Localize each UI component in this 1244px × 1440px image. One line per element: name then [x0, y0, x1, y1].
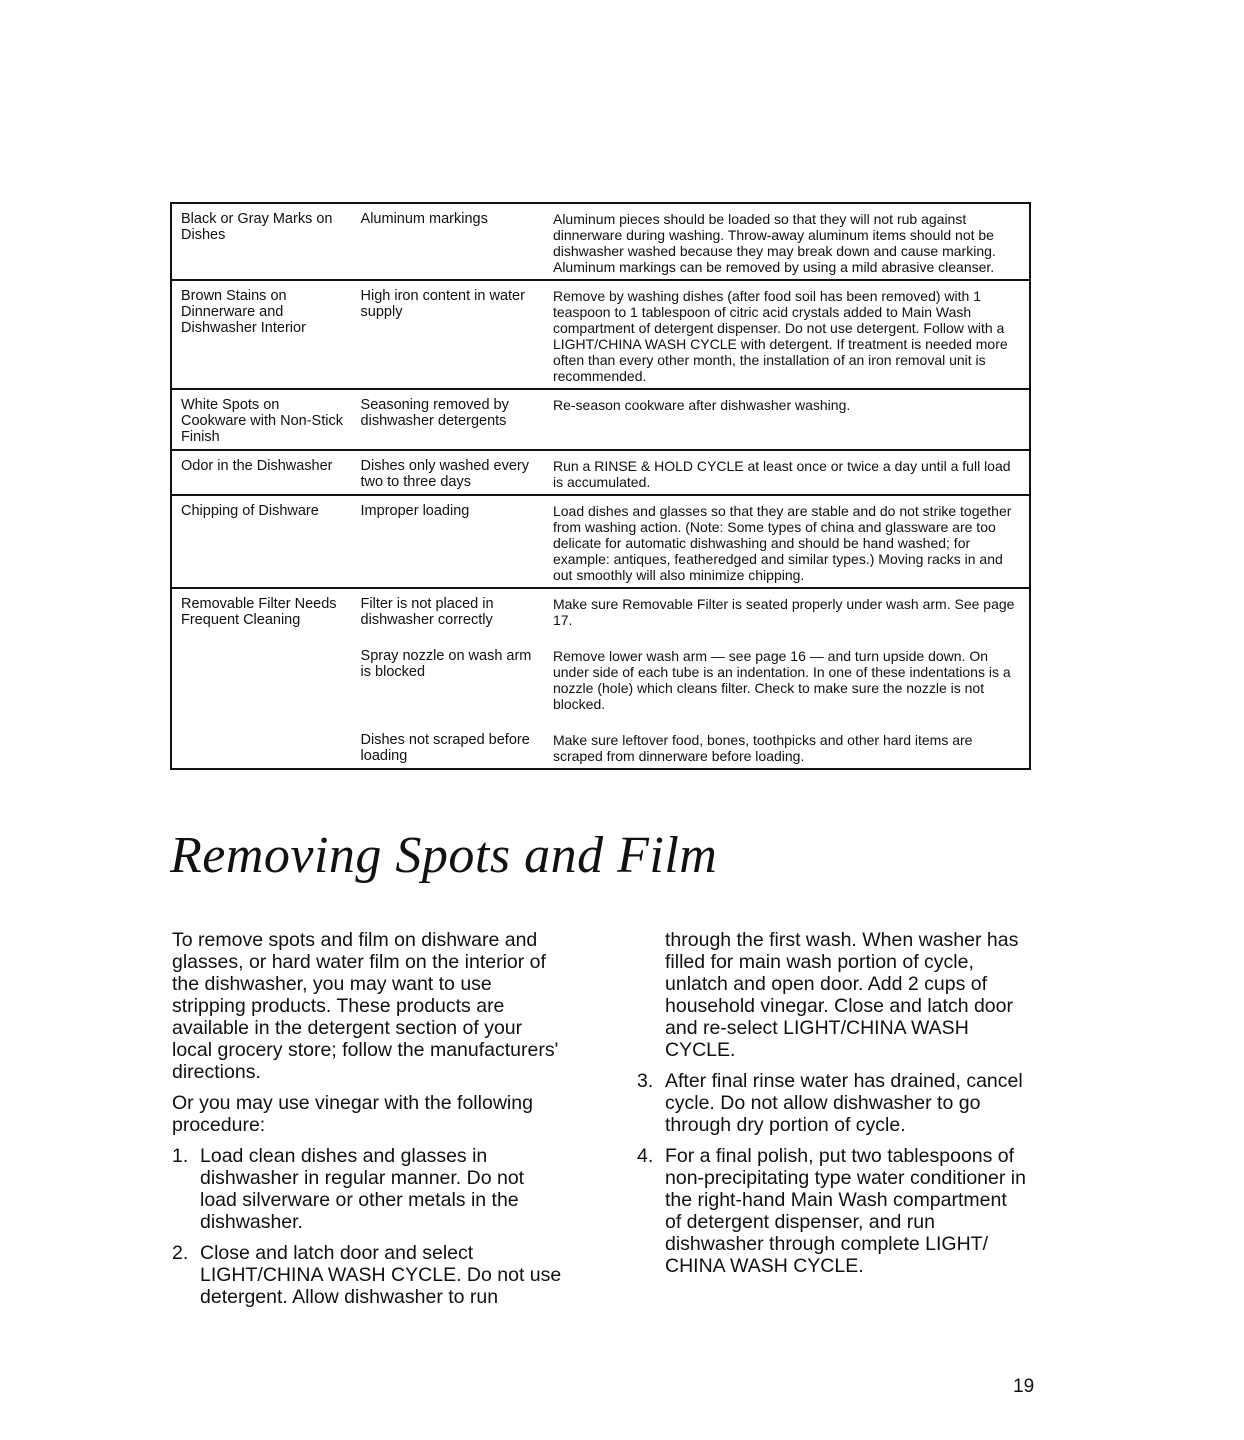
list-item: [637, 1070, 1027, 1136]
troubleshooting-table: [170, 202, 1031, 770]
step-text: Load clean dishes and glasses in dishwasher in regular manner. Do not load silverware or other metals in the dishwasher.: [200, 1145, 525, 1233]
list-item: [637, 1145, 1027, 1277]
problem-cell: [171, 632, 352, 716]
page-number: 19: [1013, 1376, 1035, 1397]
solution-cell: Re-season cookware after dishwasher washing.: [544, 389, 1030, 450]
left-column: [172, 929, 562, 1317]
step-text: After final rinse water has drained, cancel cycle. Do not allow dishwasher to go through dry portion of cycle.: [665, 1070, 1023, 1136]
intro-paragraph: To remove spots and film on dishware and glasses, or hard water film on the interior of the dishwasher, you may want to use stripping products. These products are available in the detergent section of your local grocery store; follow the manufacturers' directions.: [172, 929, 559, 1083]
solution-cell: Load dishes and glasses so that they are stable and do not strike together from washing action. (Note: Some types of china and glassware are too delicate for automatic dishwashing and should be hand washed; for example: antiques, featheredged and similar types.) Moving racks in and out smoothly will also minimize chipping.: [544, 495, 1030, 588]
procedure-list-continued: [637, 1070, 1027, 1277]
solution-cell: Make sure leftover food, bones, toothpicks and other hard items are scraped from dinnerware before loading.: [552, 732, 973, 764]
cause-cell: Spray nozzle on wash arm is blocked: [360, 648, 532, 680]
step-text: Close and latch door and select LIGHT/CHINA WASH CYCLE. Do not use detergent. Allow dishwasher to run: [200, 1242, 562, 1308]
solution-cell: Run a RINSE & HOLD CYCLE at least once or twice a day until a full load is accumulated.: [544, 450, 1030, 495]
section-heading: Removing Spots and Film: [170, 827, 718, 884]
cause-cell: Improper loading: [352, 495, 544, 588]
step-2-continued: through the first wash. When washer has filled for main wash portion of cycle, unlatch and open door. Add 2 cups of household vinegar. Close and latch door and re-select LIGHT/CHINA WASH CYCLE.: [665, 929, 1019, 1061]
cause-cell: Dishes only washed every two to three days: [352, 450, 544, 495]
problem-cell: [171, 716, 352, 769]
right-column: [637, 929, 1027, 1286]
problem-cell: Removable Filter Needs Frequent Cleaning: [171, 588, 352, 632]
problem-cell: Black or Gray Marks on Dishes: [181, 211, 333, 243]
table-row: [171, 495, 1030, 588]
problem-cell: White Spots on Cookware with Non-Stick Finish: [171, 389, 352, 450]
problem-cell: Brown Stains on Dinnerware and Dishwasher Interior: [171, 280, 352, 389]
step-number: 4.: [637, 1145, 654, 1167]
table-row: [171, 280, 1030, 389]
problem-cell: Odor in the Dishwasher: [171, 450, 352, 495]
vinegar-intro-paragraph: Or you may use vinegar with the following procedure:: [172, 1092, 533, 1136]
step-number: 2.: [172, 1242, 189, 1264]
table-row: [171, 450, 1030, 495]
table-row: [171, 716, 1030, 769]
cause-cell: Filter is not placed in dishwasher correctly: [352, 588, 544, 632]
table-row: [171, 588, 1030, 632]
cause-cell: Aluminum markings: [360, 211, 488, 227]
cause-cell: High iron content in water supply: [352, 280, 544, 389]
table-row: [171, 632, 1030, 716]
solution-cell: Make sure Removable Filter is seated properly under wash arm. See page 17.: [544, 588, 1030, 632]
list-item: [172, 1145, 562, 1233]
step-number: 3.: [637, 1070, 654, 1092]
cause-cell: Dishes not scraped before loading: [360, 732, 530, 764]
list-item: [172, 1242, 562, 1308]
step-text: For a final polish, put two tablespoons of non-precipitating type water conditioner in the right-hand Main Wash compartment of detergent dispenser, and run dishwasher through complete LIGHT/ CHINA WASH CYCLE.: [665, 1145, 1026, 1277]
table-row: [171, 203, 1030, 280]
procedure-list: [172, 1145, 562, 1308]
solution-cell: Aluminum pieces should be loaded so that they will not rub against dinnerware during washing. Throw-away aluminum items should not be dishwasher washed because they may break down and cause marking. Aluminum markings can be removed by using a mild abrasive cleanser.: [552, 211, 996, 275]
cause-cell: Seasoning removed by dishwasher detergents: [352, 389, 544, 450]
solution-cell: Remove lower wash arm — see page 16 — and turn upside down. On under side of each tube is an indentation. In one of these indentations is a nozzle (hole) which cleans filter. Check to make sure the nozzle is not blocked.: [552, 648, 1011, 712]
table-row: [171, 389, 1030, 450]
solution-cell: Remove by washing dishes (after food soil has been removed) with 1 teaspoon to 1 tablespoon of citric acid crystals added to Main Wash compartment of detergent dispenser. Do not use detergent. Follow with a LIGHT/CHINA WASH CYCLE with detergent. If treatment is needed more often than every other month, the installation of an iron removal unit is recommended.: [544, 280, 1030, 389]
step-number: 1.: [172, 1145, 189, 1167]
problem-cell: Chipping of Dishware: [171, 495, 352, 588]
